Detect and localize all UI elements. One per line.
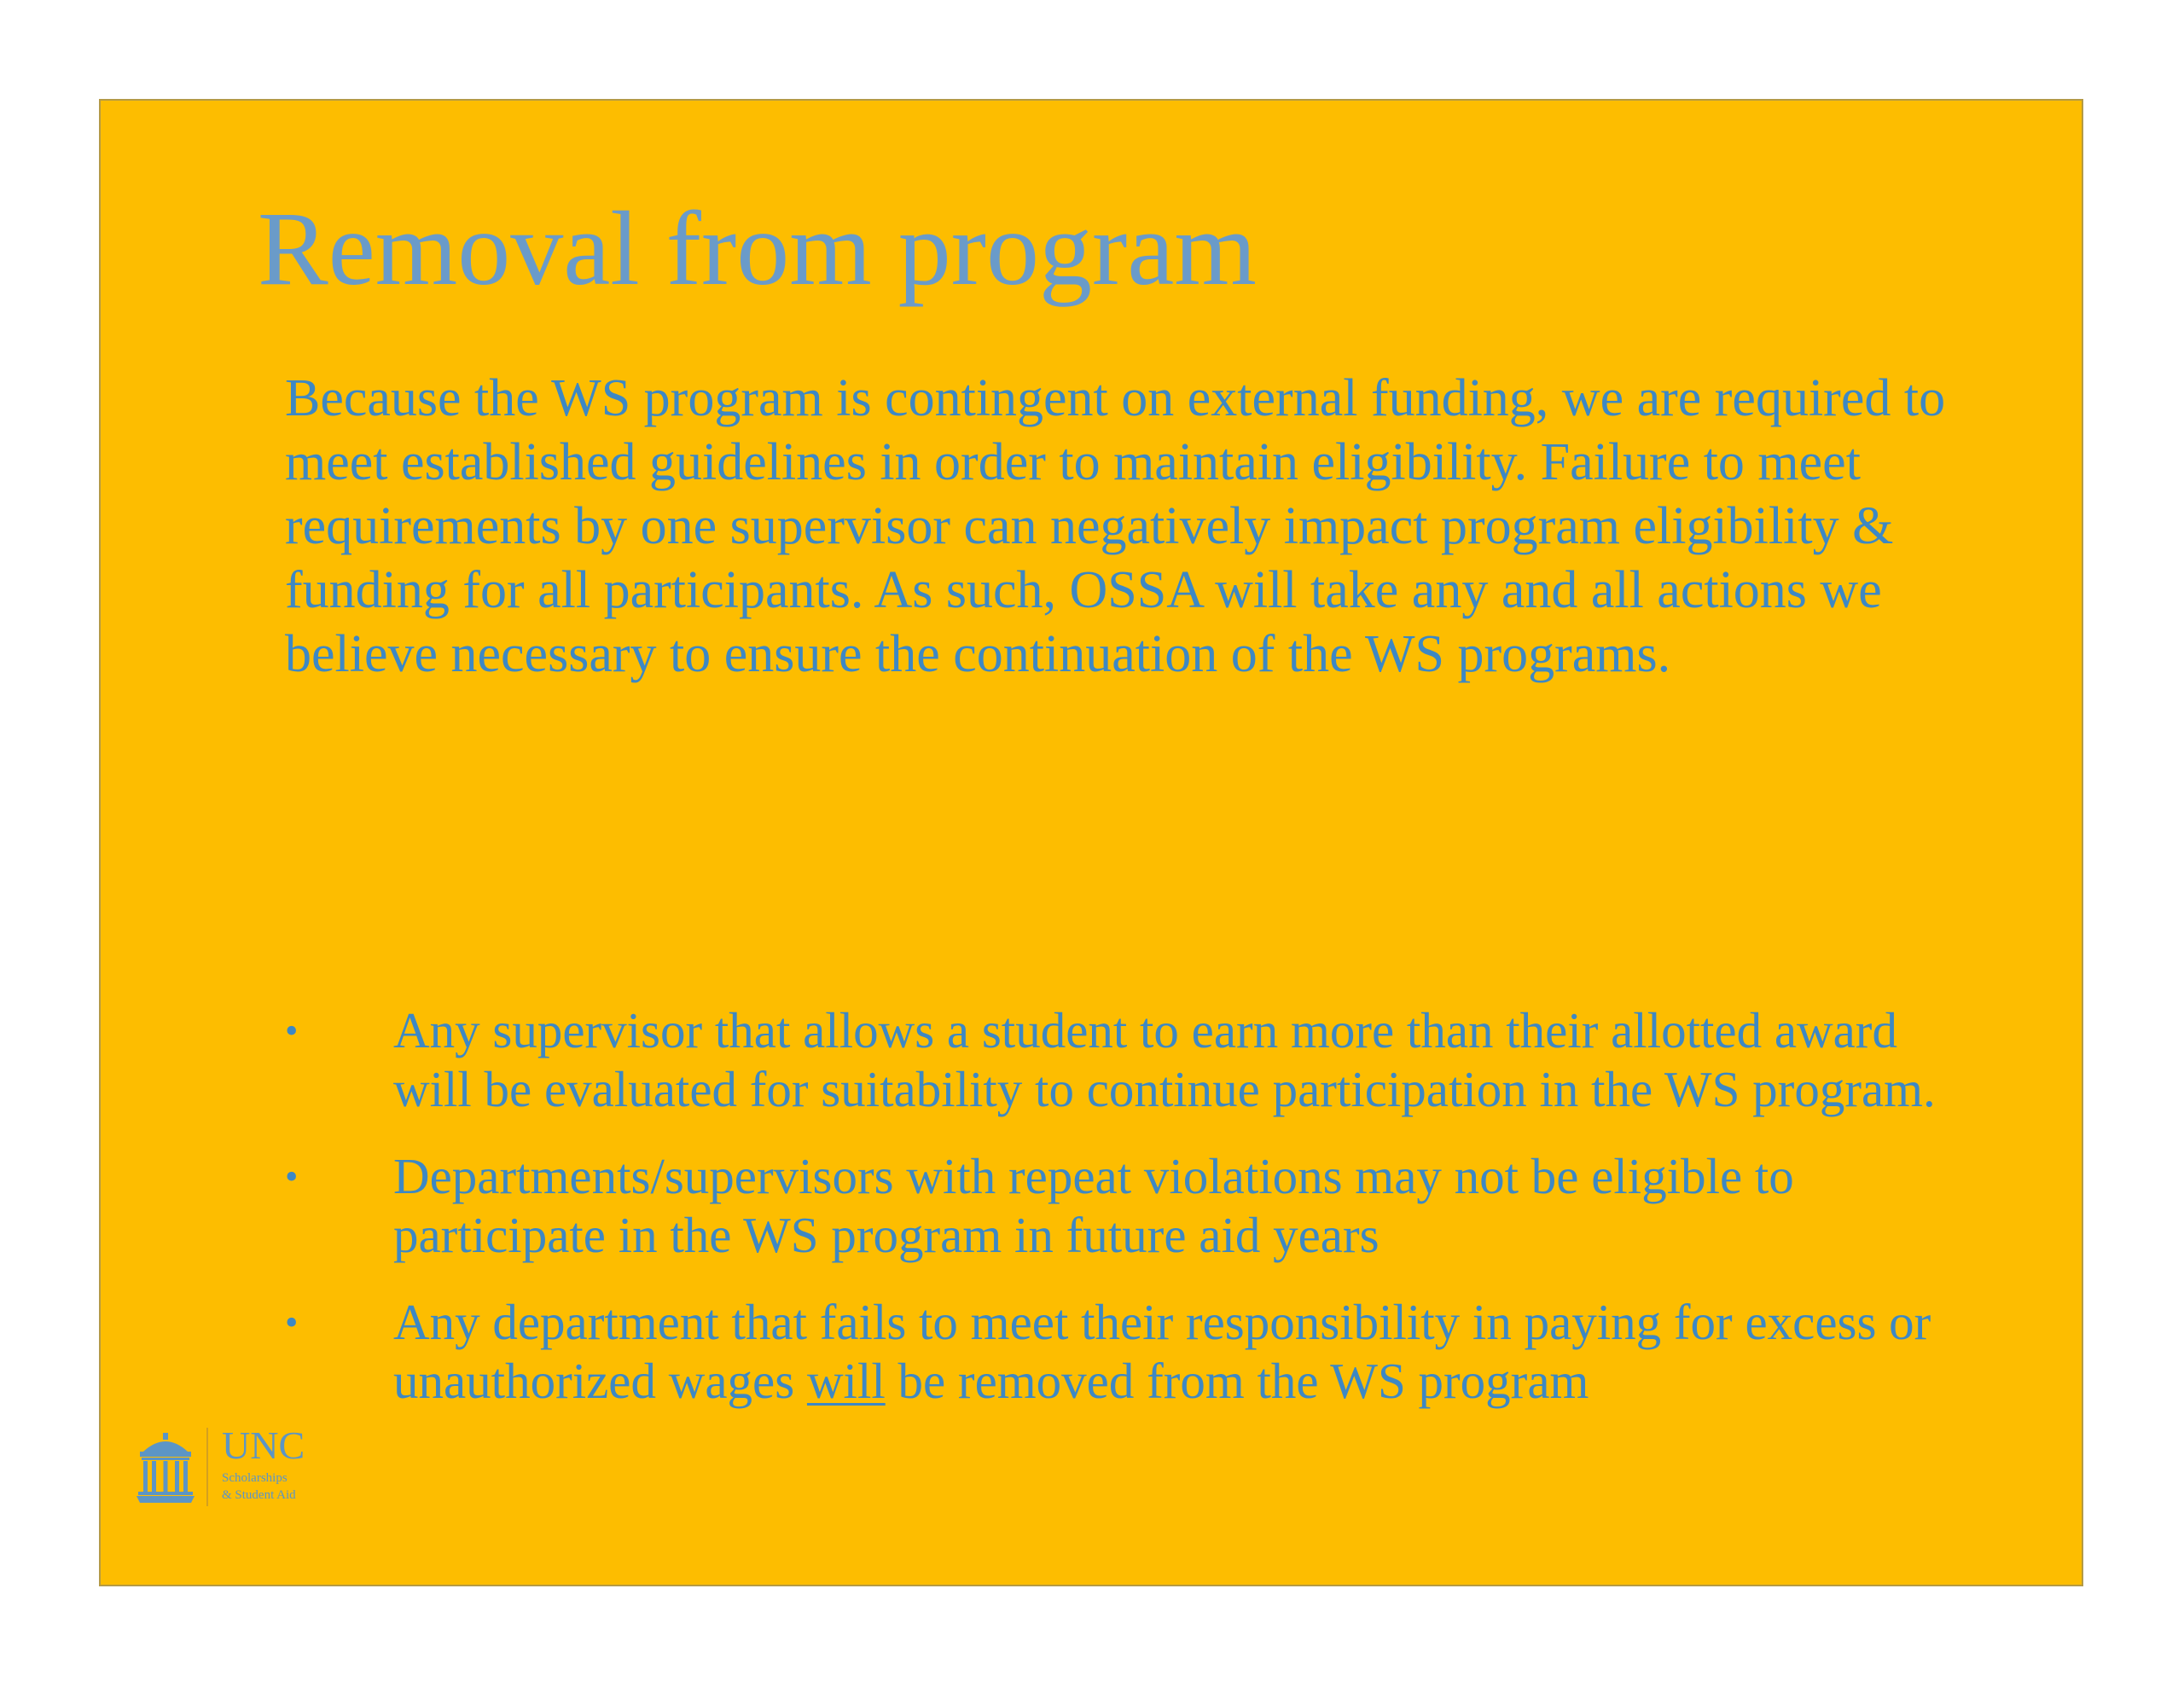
slide-title: Removal from program: [258, 190, 1257, 307]
bullet-icon: •: [285, 1156, 299, 1197]
unc-logo: [130, 1423, 334, 1513]
bullet-icon: •: [285, 1301, 299, 1343]
bullet-text-after: be removed from the WS program: [885, 1353, 1589, 1409]
bullet-list: [285, 1001, 1983, 1439]
logo-wordmark: UNC: [222, 1423, 305, 1467]
bullet-text-before: Any department that fails to meet their responsibility in paying for excess or unauthorized wages: [393, 1294, 1931, 1409]
list-item: [285, 1293, 1983, 1411]
bullet-text: Departments/supervisors with repeat violations may not be eligible to participate in the WS program in future aid years: [393, 1148, 1794, 1263]
bullet-text: Any supervisor that allows a student to earn more than their allotted award will be evaluated for suitability to continue participation in the WS program.: [393, 1002, 1936, 1117]
slide: [99, 99, 2083, 1586]
logo-divider: [206, 1428, 208, 1506]
bullet-emphasis: will: [806, 1353, 886, 1409]
old-well-icon: [135, 1429, 196, 1506]
logo-subtitle-line1: Scholarships: [222, 1471, 288, 1485]
list-item: [285, 1147, 1983, 1265]
list-item: [285, 1001, 1983, 1119]
intro-paragraph: Because the WS program is contingent on external funding, we are required to meet established guidelines in order to maintain eligibility. Failure to meet requirements by one supervisor can negatively impact program eligibility & funding for all participants. As such, OSSA will take any and all actions we believe necessary to ensure the continuation of the WS programs.: [285, 369, 1946, 683]
logo-subtitle-line2: & Student Aid: [222, 1488, 296, 1502]
bullet-icon: •: [285, 1010, 299, 1052]
